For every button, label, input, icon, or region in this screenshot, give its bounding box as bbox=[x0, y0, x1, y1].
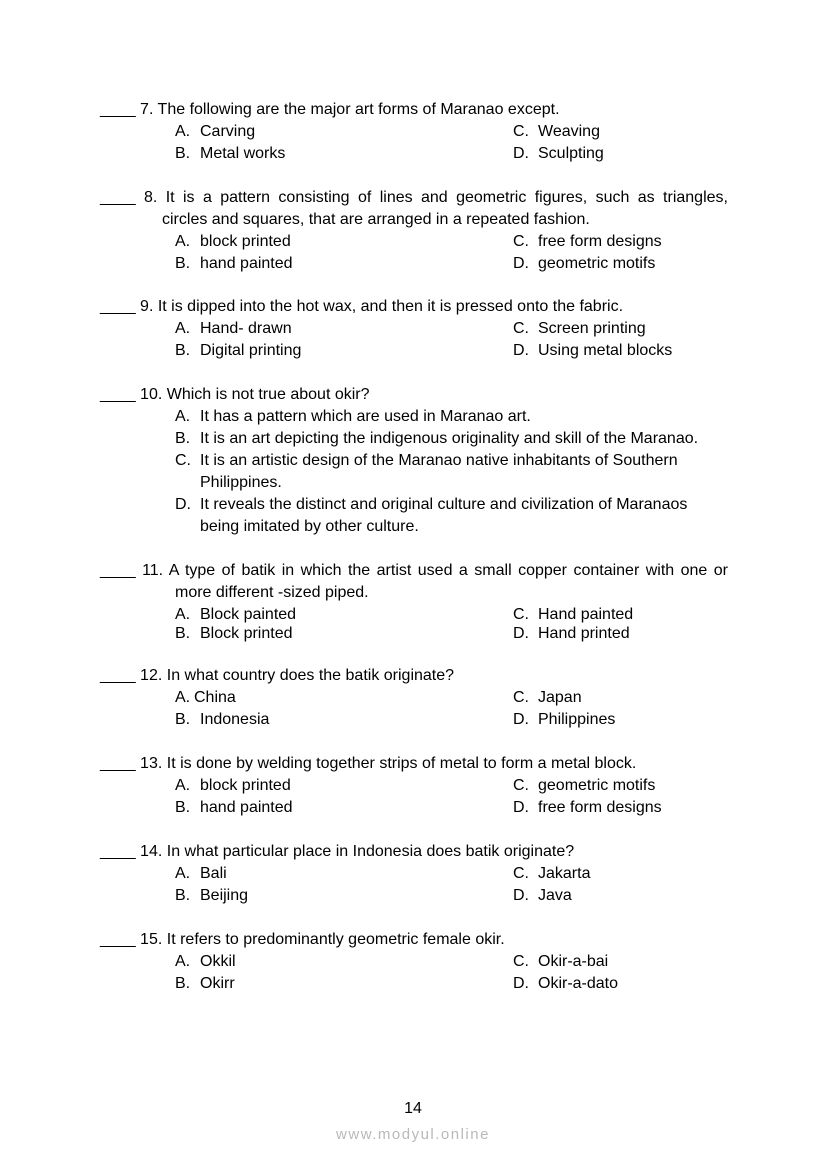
option-b[interactable]: B. Metal works bbox=[175, 145, 286, 162]
option-a[interactable]: A. Block painted bbox=[175, 606, 297, 623]
option-d[interactable]: D. Java bbox=[513, 887, 572, 904]
option-b[interactable]: B. Okirr bbox=[175, 975, 235, 992]
answer-blank[interactable]: ____ bbox=[100, 298, 136, 315]
option-c[interactable]: C. Weaving bbox=[513, 123, 600, 140]
option-a[interactable]: A. Carving bbox=[175, 123, 256, 140]
option-d[interactable]: D. Hand printed bbox=[513, 625, 630, 642]
option-a[interactable]: A. It has a pattern which are used in Maranao art. bbox=[175, 408, 531, 425]
option-c[interactable]: C. Screen printing bbox=[513, 320, 646, 337]
option-b[interactable]: B. hand painted bbox=[175, 799, 293, 816]
option-c[interactable]: C. geometric motifs bbox=[513, 777, 656, 794]
question-stem bbox=[100, 841, 728, 863]
answer-blank[interactable]: ____ bbox=[100, 101, 136, 118]
option-d[interactable]: D. free form designs bbox=[513, 799, 662, 816]
question-number: 9. bbox=[140, 298, 154, 315]
option-d[interactable]: D. Sculpting bbox=[513, 145, 604, 162]
option-a[interactable]: A. block printed bbox=[175, 233, 291, 250]
question-stem bbox=[100, 99, 728, 121]
question-number: 11. bbox=[142, 562, 164, 579]
answer-blank[interactable]: ____ bbox=[100, 931, 136, 948]
question-text: A type of batik in which the artist used a small copper container with one or bbox=[168, 562, 729, 579]
option-c[interactable]: C. Japan bbox=[513, 689, 582, 706]
question-number: 15. bbox=[140, 931, 163, 948]
option-a[interactable]: A. China bbox=[175, 689, 236, 706]
question-number: 7. bbox=[140, 101, 154, 118]
answer-blank[interactable]: ____ bbox=[100, 189, 136, 206]
answer-blank[interactable]: ____ bbox=[100, 562, 136, 579]
question-stem bbox=[100, 560, 728, 582]
answer-blank[interactable]: ____ bbox=[100, 667, 136, 684]
question-number: 8. bbox=[143, 189, 158, 206]
option-d[interactable]: D. Philippines bbox=[513, 711, 616, 728]
option-d[interactable]: D. It reveals the distinct and original culture and civilization of Maranaos being imitated by other culture. bbox=[175, 496, 688, 535]
option-a[interactable]: A. Bali bbox=[175, 865, 227, 882]
question-13 bbox=[100, 753, 728, 819]
option-c[interactable]: C. Hand painted bbox=[513, 606, 634, 623]
option-b[interactable]: B. Beijing bbox=[175, 887, 249, 904]
question-stem bbox=[100, 665, 728, 687]
question-text: Which is not true about okir? bbox=[166, 386, 370, 403]
question-14 bbox=[100, 841, 728, 907]
question-stem bbox=[100, 929, 728, 951]
question-11 bbox=[100, 560, 728, 646]
option-d[interactable]: D. Okir-a-dato bbox=[513, 975, 619, 992]
watermark: www.modyul.online bbox=[336, 1126, 490, 1143]
option-b[interactable]: B. hand painted bbox=[175, 255, 293, 272]
question-7 bbox=[100, 99, 728, 165]
question-stem bbox=[100, 753, 728, 775]
question-text: It refers to predominantly geometric female okir. bbox=[166, 931, 505, 948]
answer-blank[interactable]: ____ bbox=[100, 755, 136, 772]
question-number: 12. bbox=[140, 667, 163, 684]
question-text: In what particular place in Indonesia does batik originate? bbox=[166, 843, 575, 860]
option-c[interactable]: C. Jakarta bbox=[513, 865, 591, 882]
option-d[interactable]: D. Using metal blocks bbox=[513, 342, 673, 359]
question-12 bbox=[100, 665, 728, 731]
question-number: 10. bbox=[140, 386, 163, 403]
question-9 bbox=[100, 296, 728, 362]
question-10 bbox=[100, 384, 728, 538]
option-c[interactable]: C. It is an artistic design of the Maranao native inhabitants of Southern Philippines. bbox=[175, 452, 678, 491]
question-stem bbox=[100, 187, 728, 209]
question-number: 13. bbox=[140, 755, 163, 772]
answer-blank[interactable]: ____ bbox=[100, 843, 136, 860]
option-b[interactable]: B. Block printed bbox=[175, 625, 293, 642]
question-number: 14. bbox=[140, 843, 163, 860]
option-d[interactable]: D. geometric motifs bbox=[513, 255, 656, 272]
question-text-continued: more different -sized piped. bbox=[175, 584, 369, 601]
question-text: It is dipped into the hot wax, and then it is pressed onto the fabric. bbox=[157, 298, 624, 315]
option-a[interactable]: A. Hand- drawn bbox=[175, 320, 292, 337]
question-text: It is done by welding together strips of metal to form a metal block. bbox=[166, 755, 637, 772]
option-b[interactable]: B. Digital printing bbox=[175, 342, 302, 359]
question-text: The following are the major art forms of Maranao except. bbox=[157, 101, 560, 118]
answer-blank[interactable]: ____ bbox=[100, 386, 136, 403]
question-15 bbox=[100, 929, 728, 995]
question-stem bbox=[100, 384, 728, 406]
option-a[interactable]: A. block printed bbox=[175, 777, 291, 794]
option-a[interactable]: A. Okkil bbox=[175, 953, 236, 970]
option-c[interactable]: C. free form designs bbox=[513, 233, 662, 250]
question-text: In what country does the batik originate? bbox=[166, 667, 455, 684]
question-8 bbox=[100, 187, 728, 275]
question-text: It is a pattern consisting of lines and geometric figures, such as triangles, bbox=[165, 189, 728, 206]
question-stem bbox=[100, 296, 728, 318]
option-c[interactable]: C. Okir-a-bai bbox=[513, 953, 609, 970]
option-b[interactable]: B. Indonesia bbox=[175, 711, 270, 728]
option-b[interactable]: B. It is an art depicting the indigenous originality and skill of the Maranao. bbox=[175, 430, 699, 447]
question-text-continued: circles and squares, that are arranged in a repeated fashion. bbox=[162, 211, 590, 228]
page-number: 14 bbox=[404, 1100, 422, 1117]
